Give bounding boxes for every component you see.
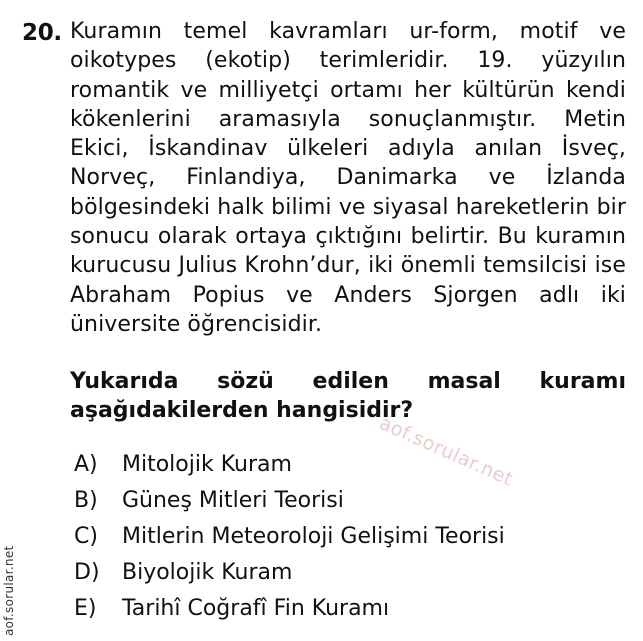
option-e[interactable] xyxy=(74,590,505,626)
option-text: Güneş Mitleri Teorisi xyxy=(122,487,344,513)
option-letter: C) xyxy=(74,523,98,549)
answer-options xyxy=(74,446,505,626)
watermark-diagonal: aof.sorular.net xyxy=(376,412,517,491)
question-number: 20. xyxy=(22,20,62,46)
option-text: Biyolojik Kuram xyxy=(122,559,293,585)
option-letter: E) xyxy=(74,595,97,621)
option-text: Mitolojik Kuram xyxy=(122,451,292,477)
question-passage: Kuramın temel kavramları ur-form, motif ve oikotypes (ekotip) terimleridir. 19. yüzyılın romantik ve milliyetçi ortamı her kültürün kendi kökenlerini aramasıyla sonuçlanmıştır. Metin Ekici, İskandinav ülkeleri adıyla anılan İsveç, Norveç, Finlandiya, Danimarka ve İzlanda bölgesindeki halk bilimi ve siyasal hareketlerin bir sonucu olarak ortaya çıktığını belirtir. Bu kuramın kurucusu Julius Krohn’dur, iki önemli temsilcisi ise Abraham Popius ve Anders Sjorgen adlı iki üniversite öğrencisidir. xyxy=(70,19,626,337)
option-d[interactable] xyxy=(74,554,505,590)
question-stem: Yukarıda sözü edilen masal kuramı aşağıdakilerden hangisidir? xyxy=(70,369,626,423)
option-text: Tarihî Coğrafî Fin Kuramı xyxy=(122,595,390,621)
option-text: Mitlerin Meteoroloji Gelişimi Teorisi xyxy=(122,523,505,549)
option-letter: D) xyxy=(74,559,100,585)
option-letter: A) xyxy=(74,451,98,477)
option-letter: B) xyxy=(74,487,98,513)
option-c[interactable] xyxy=(74,518,505,554)
watermark-side: aof.sorular.net xyxy=(2,545,16,636)
option-b[interactable] xyxy=(74,482,505,518)
